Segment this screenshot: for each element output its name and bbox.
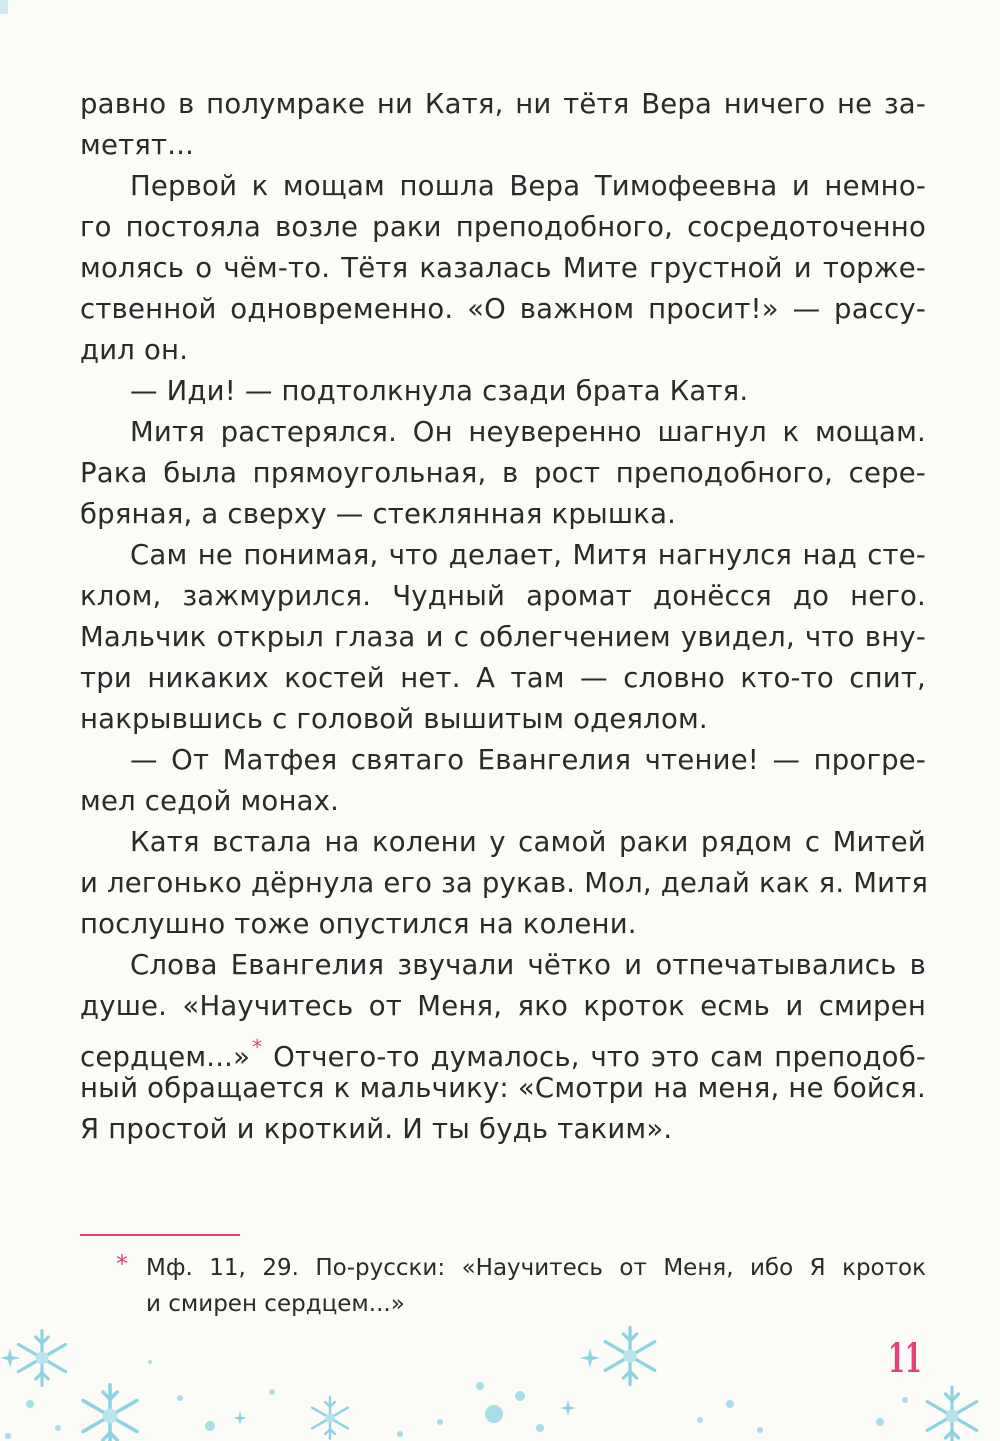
sparkle-icon xyxy=(580,1348,600,1368)
text-line: — Иди! — подтолкнула сзади брата Катя. xyxy=(130,375,749,407)
text-line: Катя встала на колени у самой раки рядом с Митей xyxy=(130,826,926,858)
text-line: дил он. xyxy=(80,334,189,366)
text-fragment: Отчего-то думалось, что это сам преподоб- xyxy=(273,1041,926,1073)
text-line: накрывшись с головой вышитым одеялом. xyxy=(80,703,708,735)
text-line: клом, зажмурился. Чудный аромат донёсся до него. xyxy=(80,580,926,612)
footnote-line: Мф. 11, 29. По-русски: «Научитесь от Меня, ибо Я кроток xyxy=(146,1255,926,1281)
text-line: Мальчик открыл глаза и с облегчением увидел, что вну- xyxy=(80,621,926,653)
text-line: метят... xyxy=(80,129,195,161)
snowflake-icon xyxy=(18,1331,65,1386)
text-line: ственной одновременно. «О важном просит!» — рассу- xyxy=(80,293,926,325)
page-number: 11 xyxy=(888,1335,922,1382)
footnote-star-icon: * xyxy=(116,1250,128,1278)
sparkle-icon xyxy=(233,1411,247,1425)
snowflake-icon xyxy=(83,1385,137,1441)
text-line: бряная, а сверху — стеклянная крышка. xyxy=(80,498,677,530)
text-line: мел седой монах. xyxy=(80,785,340,817)
text-line-with-footnote xyxy=(80,1027,926,1073)
text-line: ный обращается к мальчику: «Смотри на меня, не бойся. xyxy=(80,1072,926,1104)
body-text xyxy=(80,84,929,1150)
snowflake-icon xyxy=(312,1397,348,1439)
text-line: три никаких костей нет. А там — словно кто-то спит, xyxy=(80,662,926,694)
text-line: душе. «Научитесь от Меня, яко кроток есмь и смирен xyxy=(80,990,926,1022)
text-line: Рака была прямоугольная, в рост преподобного, сере- xyxy=(80,457,926,489)
snowflake-decoration xyxy=(0,1300,1000,1441)
sparkle-icon xyxy=(0,1348,20,1368)
sparkle-icon xyxy=(560,1400,576,1416)
footnote-line: и смирен сердцем...» xyxy=(146,1291,405,1317)
text-line: послушно тоже опустился на колени. xyxy=(80,908,637,940)
text-line: Сам не понимая, что делает, Митя нагнулся над сте- xyxy=(130,539,926,571)
footnote-separator xyxy=(80,1234,240,1236)
text-line: Я простой и кроткий. И ты будь таким». xyxy=(80,1113,673,1145)
text-line: Первой к мощам пошла Вера Тимофеевна и немно- xyxy=(130,170,926,202)
snowflake-icon xyxy=(927,1387,977,1441)
text-line: го постояла возле раки преподобного, сосредоточенно xyxy=(80,211,926,243)
snowflake-icon xyxy=(605,1327,655,1384)
text-line: молясь о чём-то. Тётя казалась Мите грустной и торже- xyxy=(80,252,926,284)
footnote-marker: * xyxy=(252,1035,263,1059)
text-line: — От Матфея святаго Евангелия чтение! — прогре- xyxy=(130,744,926,776)
text-line: Слова Евангелия звучали чётко и отпечатывались в xyxy=(130,949,926,981)
snow-dots xyxy=(5,1360,908,1439)
text-line: и легонько дёрнула его за рукав. Мол, делай как я. Митя xyxy=(80,867,929,899)
edge-mark xyxy=(0,0,8,14)
footnote-anchor-text: сердцем...» xyxy=(80,1041,251,1073)
text-line: равно в полумраке ни Катя, ни тётя Вера ничего не за- xyxy=(80,88,926,120)
text-line: Митя растерялся. Он неуверенно шагнул к мощам. xyxy=(130,416,926,448)
